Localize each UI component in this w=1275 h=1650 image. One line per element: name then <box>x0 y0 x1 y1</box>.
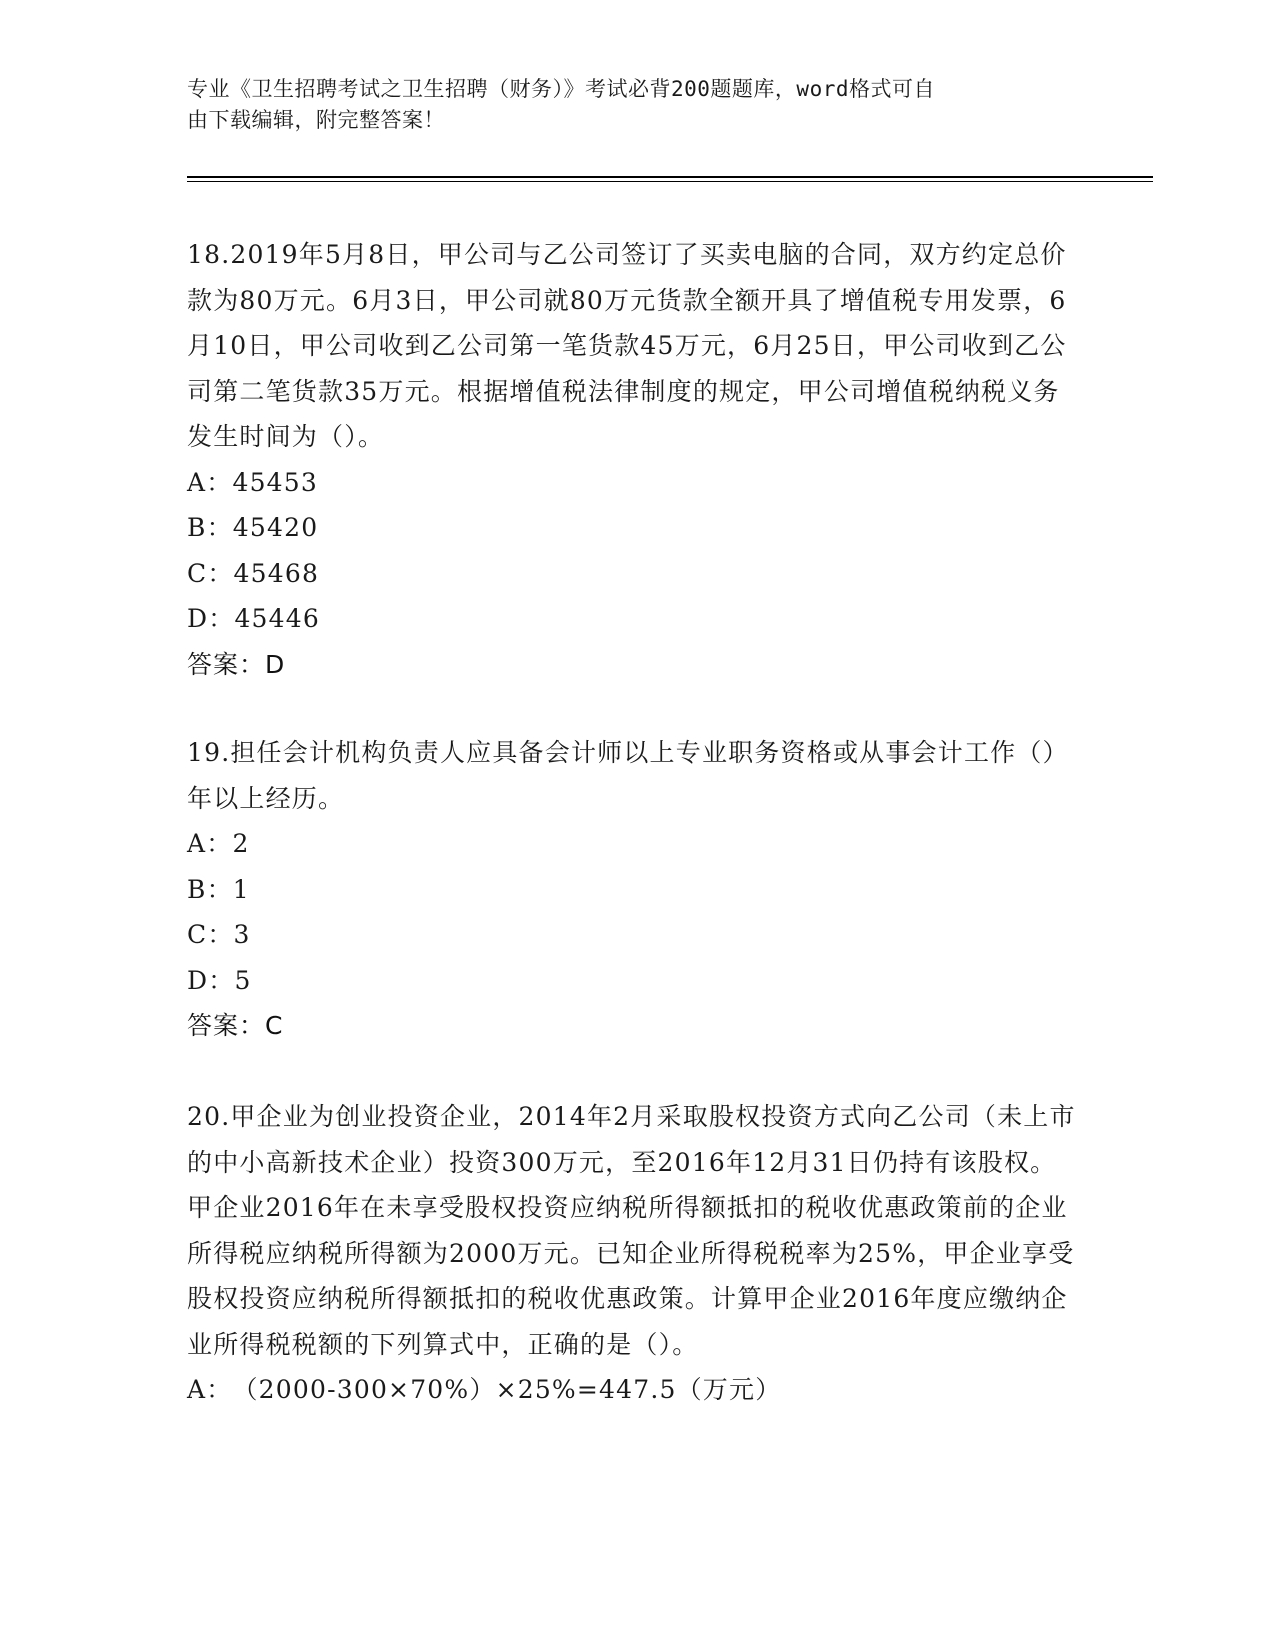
question-18 <box>187 232 1077 687</box>
option-b: B：45420 <box>187 513 319 542</box>
option-b: B：1 <box>187 874 250 904</box>
question-stem: 19.担任会计机构负责人应具备会计师以上专业职务资格或从事会计工作（）年以上经历。 <box>187 738 1069 813</box>
option-a: A：2 <box>187 829 250 858</box>
header-title-line-1: 专业《卫生招聘考试之卫生招聘（财务）》考试必背200题题库，word格式可自 <box>187 77 935 101</box>
option-a: A：（2000-300×70%）×25%=447.5（万元） <box>187 1375 782 1404</box>
header-title-line-2: 由下载编辑，附完整答案！ <box>187 108 445 132</box>
header-divider-thin <box>187 181 1153 182</box>
question-19 <box>187 730 1077 1049</box>
option-c: C：45468 <box>187 558 320 588</box>
question-20 <box>187 1094 1077 1413</box>
question-stem: 20.甲企业为创业投资企业，2014年2月采取股权投资方式向乙公司（未上市的中小高新技术企业）投资300万元，至2016年12月31日仍持有该股权。甲企业2016年在未享受股权投资应纳税所得额抵扣的税收优惠政策前的企业所得税应纳税所得额为2000万元。已知企业所得税税率为25%，甲企业享受股权投资应纳税所得额抵扣的税收优惠政策。计算甲企业2016年度应缴纳企业所得税税额的下列算式中，正确的是（）。 <box>187 1102 1076 1359</box>
answer-line: 答案：D <box>187 649 286 679</box>
option-a: A：45453 <box>187 467 318 497</box>
option-d: D：5 <box>187 965 252 995</box>
option-c: C：3 <box>187 920 251 949</box>
header-divider-thick <box>187 176 1153 178</box>
answer-line: 答案：C <box>187 1011 284 1040</box>
document-header <box>187 74 1067 136</box>
option-d: D：45446 <box>187 604 320 633</box>
question-stem: 18.2019年5月8日，甲公司与乙公司签订了买卖电脑的合同，双方约定总价款为80万元。6月3日，甲公司就80万元货款全额开具了增值税专用发票，6月10日，甲公司收到乙公司第一笔货款45万元，6月25日，甲公司收到乙公司第二笔货款35万元。根据增值税法律制度的规定，甲公司增值税纳税义务发生时间为（）。 <box>187 240 1067 451</box>
